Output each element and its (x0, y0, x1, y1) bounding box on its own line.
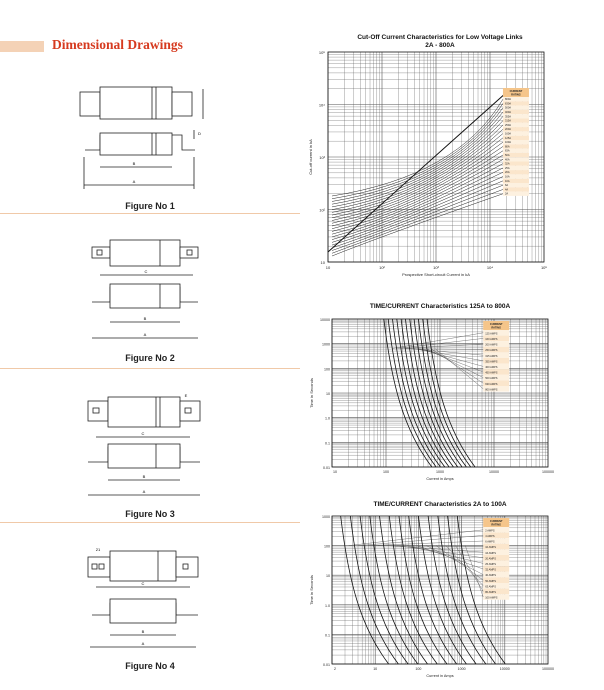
dim-label: A (141, 641, 145, 646)
x-tick-label: 10000 (489, 470, 499, 474)
legend-entry: 10A (504, 179, 510, 183)
y-tick-label: 100 (324, 544, 330, 549)
figure-2 (0, 230, 300, 370)
divider (0, 368, 300, 369)
legend-entry: 100A (504, 141, 512, 145)
figure-caption: Figure No 3 (125, 509, 175, 519)
chart-1-title: Cut-Off Current Characteristics for Low Voltage Links (357, 34, 523, 41)
chart-2-title: TIME/CURRENT Characteristics 125A to 800A (369, 303, 511, 310)
y-tick-label: 10 (326, 392, 330, 396)
legend-title: RATING (511, 93, 521, 97)
y-tick-label: 0.1 (325, 441, 330, 446)
figure-3 (0, 387, 300, 527)
legend-entry: 4 AMPS (485, 535, 495, 538)
legend-entry: 400 AMPS (485, 366, 498, 369)
legend-entry: 63 AMPS (485, 585, 497, 589)
series-line (332, 134, 503, 218)
legend-entry: 800A (504, 98, 512, 102)
legend-title: RATING (491, 326, 502, 330)
legend-entry: 40 AMPS (485, 574, 497, 578)
legend-title: CURRENT (509, 90, 523, 93)
dim-label: B (142, 474, 146, 479)
section-title: Dimensional Drawings (52, 37, 183, 52)
y-tick-label: 10 (320, 260, 325, 265)
y-tick-label: 10000 (320, 318, 330, 322)
legend-entry: 80A (504, 145, 510, 149)
x-tick-label: 10 (333, 470, 337, 474)
legend-entry: 40A (504, 158, 510, 162)
series-line (332, 99, 503, 196)
series-line (332, 116, 503, 207)
chart-3-title: TIME/CURRENT Characteristics 2A to 100A (373, 501, 507, 508)
figure-caption: Figure No 4 (125, 661, 175, 671)
legend-entry: 800 AMPS (485, 388, 498, 392)
y-tick-label: 10⁴ (318, 102, 325, 108)
legend-entry: 100 AMPS (485, 596, 498, 600)
x-tick-label: 10³ (433, 265, 439, 270)
dim-label: A (143, 332, 147, 337)
divider (0, 522, 300, 523)
legend-entry: 32 AMPS (485, 568, 497, 572)
y-tick-label: 1000 (322, 342, 330, 347)
legend-entry: 50 AMPS (485, 579, 497, 583)
legend-entry: 6 AMPS (485, 540, 495, 544)
leader-line (349, 530, 484, 546)
x-axis-label: Current in Amps (426, 477, 454, 481)
legend-entry: 50A (504, 154, 510, 157)
legend-entry: 63A (504, 149, 510, 153)
legend-entry: 315A (504, 119, 512, 123)
x-tick-label: 10 (325, 265, 331, 270)
chart-3 (306, 512, 556, 682)
legend-entry: 125A (504, 136, 512, 140)
y-tick-label: 1000 (322, 515, 330, 519)
y-tick-label: 0.01 (323, 466, 330, 470)
legend-entry: 450 AMPS (485, 371, 498, 375)
x-tick-label: 2 (334, 667, 336, 671)
figure-caption: Figure No 2 (125, 353, 175, 363)
legend-entry: 250A (504, 123, 512, 127)
y-tick-label: 0.1 (325, 633, 330, 638)
y-tick-label: 10² (319, 207, 325, 213)
dim-label: B (143, 316, 147, 321)
chart-3-svg (306, 512, 556, 682)
plot-frame (332, 516, 548, 664)
dim-label: 21 (95, 547, 101, 552)
legend-entry: 355 AMPS (485, 360, 498, 364)
legend-entry: 200 AMPS (485, 343, 498, 347)
figure-1 (0, 75, 300, 215)
series-line (332, 155, 503, 231)
legend-title: CURRENT (489, 520, 503, 523)
figure-3-drawing (0, 387, 300, 512)
legend-entry: 160A (504, 132, 512, 136)
legend-entry: 25A (504, 166, 510, 170)
y-axis-label: Cut-off current in kA (308, 139, 313, 175)
chart-2 (306, 315, 556, 485)
leader-line (397, 546, 483, 558)
x-tick-label: 100 (383, 470, 389, 474)
legend-entry: 20 AMPS (485, 557, 497, 561)
y-tick-label: 1.0 (325, 603, 330, 608)
x-tick-label: 10⁴ (486, 265, 494, 270)
dim-label: C (144, 269, 148, 274)
figure-1-drawing (0, 75, 300, 205)
legend-entry: 355A (504, 115, 512, 119)
legend-entry: 200A (504, 128, 512, 132)
chart-1 (306, 50, 556, 282)
chart-grid (332, 516, 548, 664)
dim-label: C (141, 431, 145, 436)
x-tick-label: 100000 (542, 470, 554, 474)
legend-entry: 2 AMPS (485, 529, 495, 533)
dim-label: B (132, 161, 136, 166)
y-axis-label: Time in Seconds (309, 575, 314, 605)
x-tick-label: 10000 (499, 667, 510, 671)
legend-entry: 16 AMPS (485, 551, 497, 555)
x-tick-label: 1000 (457, 667, 466, 671)
legend-entry: 2A (504, 192, 509, 196)
y-tick-label: 10⁵ (318, 50, 325, 55)
x-tick-label: 100000 (542, 667, 554, 671)
series-line (332, 112, 503, 204)
legend-entry: 400A (504, 111, 512, 114)
legend-entry: 80 AMPS (485, 591, 497, 594)
legend-entry: 16A (504, 175, 510, 179)
chart-1-svg (306, 50, 556, 282)
figure-2-drawing (0, 230, 300, 355)
section-header (0, 37, 300, 55)
dim-label: E (184, 393, 188, 398)
x-axis-label: Current in Amps (426, 674, 454, 678)
leader-line (465, 546, 483, 597)
legend-entry: 6A (504, 184, 509, 188)
y-tick-label: 10³ (319, 155, 325, 160)
legend-entry: 25 AMPS (485, 563, 497, 566)
section-header-bar (0, 41, 44, 52)
legend-entry: 20A (504, 171, 510, 175)
dim-label: A (142, 489, 146, 494)
legend-entry: 630 AMPS (485, 382, 498, 386)
legend-title: CURRENT (489, 323, 503, 326)
legend-entry: 315 AMPS (485, 354, 498, 358)
x-tick-label: 1000 (436, 470, 444, 474)
x-tick-label: 10² (379, 265, 385, 270)
dim-label: D (198, 131, 201, 136)
x-tick-label: 100 (415, 667, 422, 671)
leader-line (358, 535, 483, 545)
y-tick-label: 10 (326, 574, 330, 579)
series-line (332, 138, 503, 221)
y-tick-label: 100 (324, 367, 330, 372)
series-line (341, 516, 389, 664)
figure-4 (0, 543, 300, 683)
legend-entry: 10 AMPS (485, 546, 497, 550)
legend-entry: 250 AMPS (485, 349, 498, 353)
figure-caption: Figure No 1 (125, 201, 175, 211)
x-tick-label: 10⁵ (540, 265, 548, 270)
series-line (332, 185, 503, 250)
legend-entry: 500 AMPS (485, 377, 498, 381)
x-axis-label: Prospective Short-circuit Current in kA (402, 272, 470, 277)
dim-label: B (141, 629, 145, 634)
figure-4-drawing (0, 543, 300, 663)
y-tick-label: 1.0 (325, 416, 330, 421)
dim-label: C (141, 581, 145, 586)
y-tick-label: 0.01 (323, 663, 330, 667)
chart-1-subtitle: 2A - 800A (425, 42, 455, 49)
leader-line (426, 349, 483, 378)
y-axis-label: Time in Seconds (309, 378, 314, 408)
dim-label: A (132, 179, 136, 184)
legend-entry: 500A (504, 106, 512, 110)
legend-entry: 125 AMPS (485, 332, 498, 336)
legend-entry: 32A (504, 162, 510, 166)
legend-entry: 630A (504, 102, 512, 106)
legend-title: RATING (491, 523, 502, 527)
x-tick-label: 10 (373, 667, 378, 671)
legend-entry: 160 AMPS (485, 338, 498, 341)
divider (0, 213, 300, 214)
chart-2-svg (306, 315, 556, 485)
legend-entry: 4A (504, 188, 509, 192)
